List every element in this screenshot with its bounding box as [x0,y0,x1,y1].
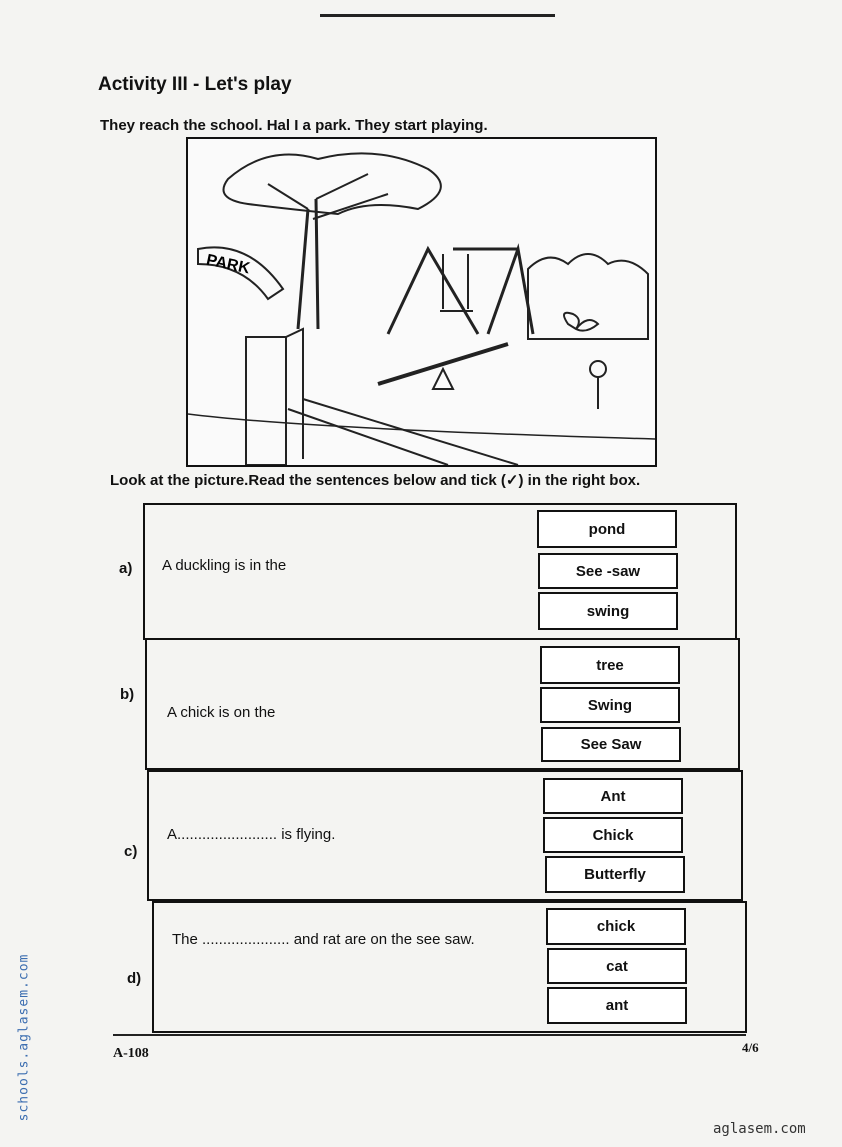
park-illustration [186,137,657,467]
intro-text: They reach the school. Hal I a park. They start playing. [100,117,488,134]
question-b-option-tree[interactable]: tree [540,646,680,684]
instruction-text: Look at the picture.Read the sentences below and tick (✓) in the right box. [110,472,641,489]
activity-heading: Activity III - Let's play [98,74,292,95]
question-d-option-ant[interactable]: ant [547,987,687,1024]
question-c-option-ant[interactable]: Ant [543,778,683,814]
question-c-label: c) [124,843,138,860]
park-scene-drawing [188,139,655,465]
question-d-label: d) [127,970,142,987]
side-watermark: schools.aglasem.com [16,953,32,1122]
page-number: 4/6 [742,1040,759,1055]
bottom-watermark: aglasem.com [713,1121,806,1137]
question-a-text: A duckling is in the [162,557,287,574]
question-a-option-see-saw[interactable]: See -saw [538,553,678,589]
question-b-text: A chick is on the [167,704,276,721]
question-b-option-see-saw[interactable]: See Saw [541,727,681,762]
question-d-text: The ..................... and rat are on the see saw. [172,931,475,948]
question-c-text: A........................ is flying. [167,826,336,843]
question-b-label: b) [120,686,135,703]
park-sign-text: PARK [204,251,252,278]
question-c-option-butterfly[interactable]: Butterfly [545,856,685,893]
paper-code: A-108 [113,1046,149,1061]
question-a-option-pond[interactable]: pond [537,510,677,548]
question-a-label: a) [119,560,133,577]
question-a-option-swing[interactable]: swing [538,592,678,630]
question-b-option-swing[interactable]: Swing [540,687,680,723]
footer-rule [113,1034,746,1036]
question-d-option-cat[interactable]: cat [547,948,687,984]
question-d-option-chick[interactable]: chick [546,908,686,945]
top-rule [320,14,555,17]
question-c-option-chick[interactable]: Chick [543,817,683,853]
